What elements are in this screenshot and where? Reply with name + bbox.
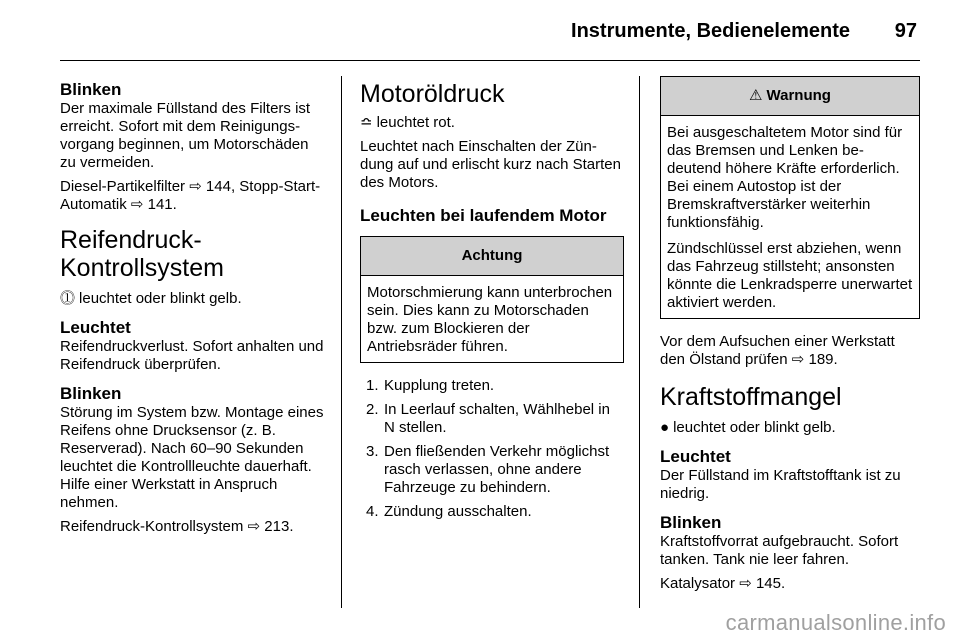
reference-reifendruck: Reifendruck-Kontrollsystem ⇨ 213. [60,518,294,535]
warning-text: Bei ausgeschaltetem Motor sind für das Bremsen und Lenken bedeutend höhere Kräfte erforderlich. Bei einem Autostop ist der Bremskraftverstärker weiterhin funktionsfähig. [667,124,903,231]
column-middle [360,80,624,527]
section-title-kraftstoffmangel: Kraftstoffmangel [660,383,842,411]
warning-heading [661,77,919,116]
column-right [660,80,920,599]
watermark: carmanualsonline.info [725,610,946,635]
warning-text: Zündschlüssel erst abziehen, wenn das Fahrzeug stillsteht; ansonsten könnte die Lenkradsperre unerwartet aktiviert werden. [667,240,913,311]
leuchtet-heading: Leuchtet [660,447,731,466]
blinken-heading: Blinken [60,384,122,403]
section-title-reifendruck: Reifendruck-Kontrollsystem [60,226,224,282]
steps-list [360,377,624,521]
header-rule [60,60,920,61]
warning-triangle-icon: ⚠ [749,87,763,104]
column-divider [639,76,640,608]
reference-filter: Diesel-Partikelfilter ⇨ 144, Stopp-Start-Automatik ⇨ 141. [60,178,321,213]
symbol-text: leuchtet rot. [376,114,455,131]
list-item: 4. Zündung ausschalten. [366,503,532,520]
oil-level-reference: Vor dem Aufsuchen einer Werkstatt den Ölstand prüfen ⇨ 189. [660,333,895,368]
leuchtet-text: Der Füllstand im Kraftstofftank ist zu niedrig. [660,467,901,502]
intro-text: Leuchtet nach Einschalten der Zündung auf und erlischt kurz nach Starten des Motors. [360,138,621,191]
page-header [0,0,960,60]
reference-katalysator: Katalysator ⇨ 145. [660,575,786,592]
list-item: 3. Den fließenden Verkehr möglichst rasch verlassen, ohne andere Fahrzeuge zu behindern. [366,443,610,496]
tire-pressure-icon: ⓵ [60,290,76,307]
column-left [60,80,324,542]
leuchtet-heading: Leuchtet [60,318,131,337]
notice-box [360,236,624,363]
warning-label: Warnung [766,87,831,104]
symbol-text: leuchtet oder blinkt gelb. [79,290,242,307]
notice-text: Motorschmierung kann unterbrochen sein. Dies kann zu Motorschaden bzw. zum Blockieren der Antriebsräder führen. [367,284,613,355]
column-divider [341,76,342,608]
blinken-heading: Blinken [660,513,722,532]
page-number: 97 [894,20,917,42]
warning-box [660,76,920,319]
header-title: Instrumente, Bedienelemente [571,20,850,42]
blinken-text: Störung im System bzw. Montage eines Reifens ohne Drucksensor (z. B. Reserverad). Nach 60–90 Sekunden leuchtet die Kontrollleuchte dauerhaft. Hilfe einer Werkstatt in Anspruch nehmen. [60,404,324,511]
list-item: 2. In Leerlauf schalten, Wählhebel in N stellen. [366,401,610,436]
oil-pressure-icon: ≏ [360,114,373,131]
symbol-text: leuchtet oder blinkt gelb. [673,419,836,436]
blinken-text: Der maximale Füllstand des Filters ist erreicht. Sofort mit dem Reinigungsvorgang beginnen, um Motorschäden zu vermeiden. [60,100,311,171]
list-item: 1. Kupplung treten. [366,377,495,394]
blinken-text: Kraftstoffvorrat aufgebraucht. Sofort tanken. Tank nie leer fahren. [660,533,899,568]
leuchtet-text: Reifendruckverlust. Sofort anhalten und Reifendruck überprüfen. [60,338,324,373]
fuel-warning-icon: ● [660,419,670,436]
section-title-motoroeldruck: Motoröldruck [360,80,505,108]
subheading-laufender-motor: Leuchten bei laufendem Motor [360,206,607,225]
notice-heading: Achtung [361,237,623,276]
blinken-heading: Blinken [60,80,122,99]
